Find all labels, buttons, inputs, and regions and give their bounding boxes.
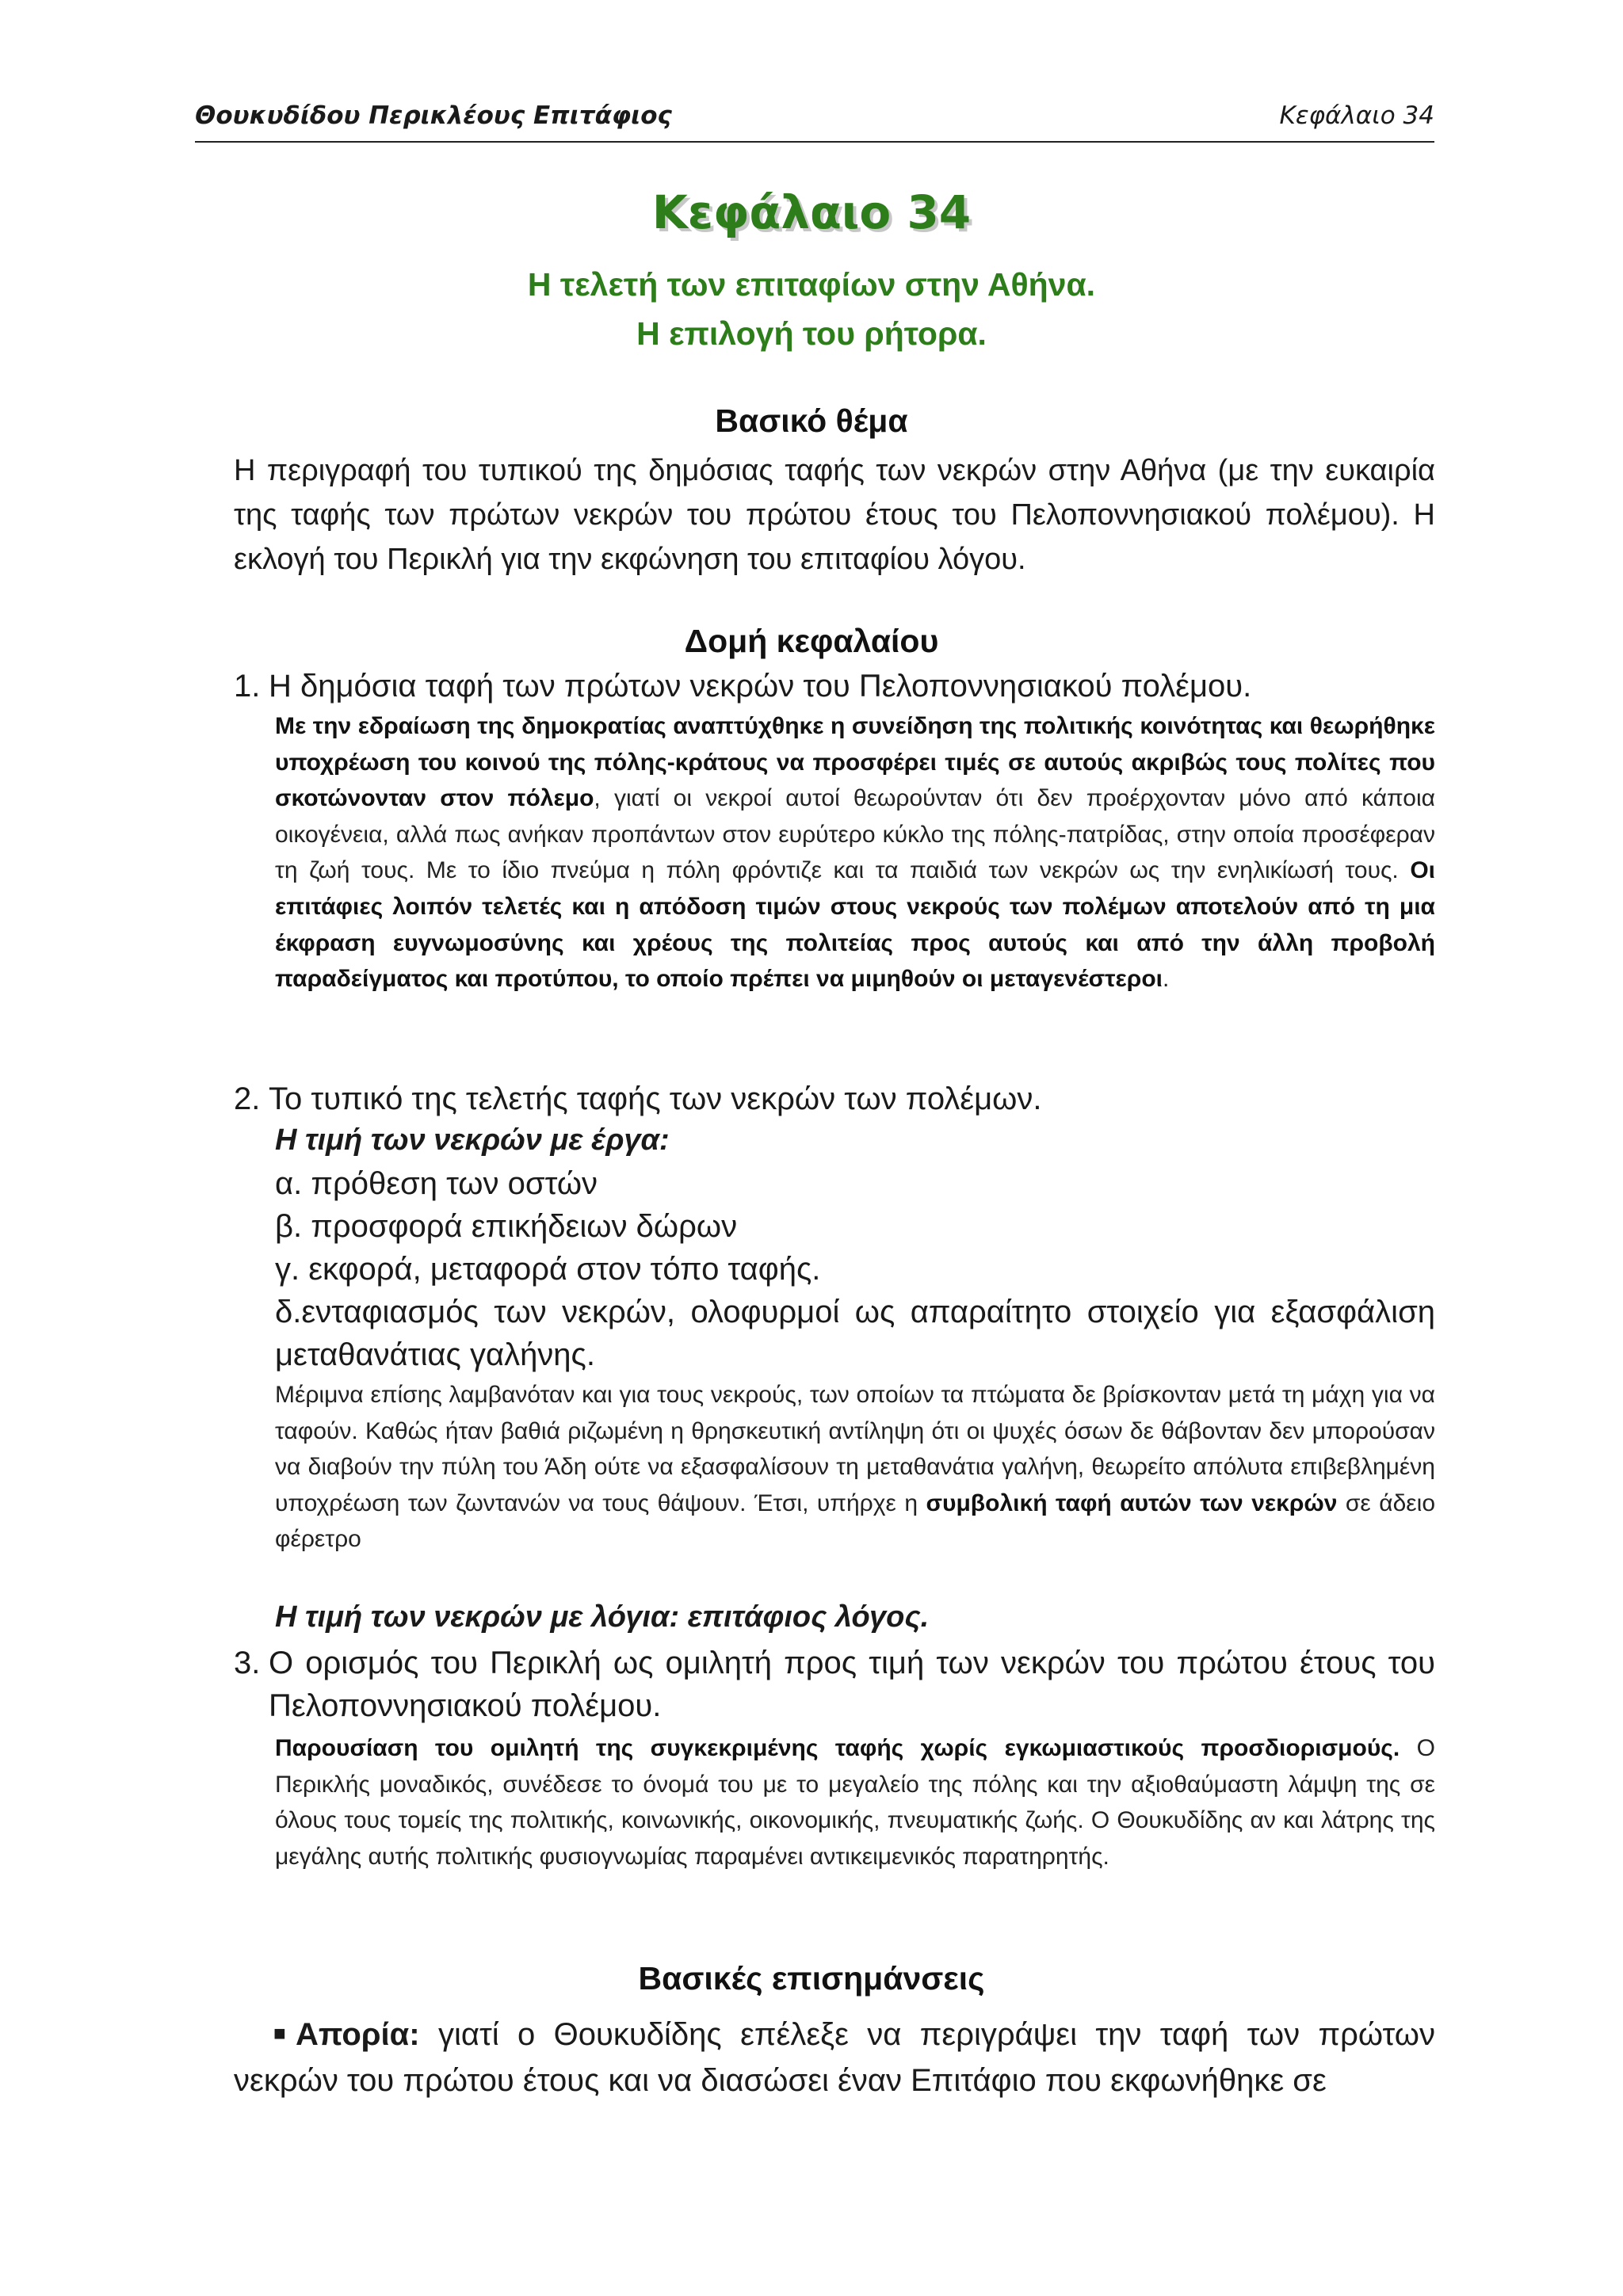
remark-label: Απορία: xyxy=(295,2017,420,2052)
structure-item-1 xyxy=(234,665,1435,707)
main-theme-text: Η περιγραφή του τυπικού της δημόσιας ταφής των νεκρών στην Αθήνα (με την ευκαιρία της ταφής των πρώτων νεκρών του πρώτου έτους του Πελοποννησιακού πολέμου). Η εκλογή του Περικλή για την εκφώνηση του επιταφίου λόγου. xyxy=(234,454,1435,576)
note-normal: Μέριμνα επίσης λαμβανόταν και για τους νεκρούς, των οποίων τα πτώματα δε βρίσκονταν μετά τη μάχη για να ταφούν. Καθώς ήταν βαθιά ριζωμένη η θρησκευτική αντίληψη ότι οι ψυχές όσων δε θάβονταν δεν μπορούσαν να διαβούν την πύλη του Άδη ούτε να εξασφαλίσουν τη μεταθανάτια γαλήνη, θεωρείτο απόλυτα επιβεβλημένη υποχρέωση των ζωντανών να τους θάψουν. Έτσι, υπήρχε η xyxy=(275,1382,1435,1516)
chapter-subtitle-line1: Η τελετή των επιταφίων στην Αθήνα. xyxy=(527,266,1096,303)
item-number: 2. xyxy=(234,1081,261,1116)
words-heading: Η τιμή των νεκρών με λόγια: επιτάφιος λόγος. xyxy=(275,1600,930,1634)
item-3-bold: Παρουσίαση του ομιλητή της συγκεκριμένης ταφής χωρίς εγκωμιαστικούς προσδιορισμούς. xyxy=(275,1735,1400,1761)
running-header xyxy=(195,101,1434,143)
item-1-explanation xyxy=(275,708,1435,997)
deeds-item-a: α. πρόθεση των οστών xyxy=(275,1166,598,1201)
item-1-bold-a: Με την εδραίωση της δημοκρατίας αναπτύχθηκε η συνείδηση της πολιτικής κοινότητας και θεωρήθηκε υποχρέωση του κοινού της πόλης-κράτους να προσφέρει τιμές σε αυτούς ακριβώς τους πολίτες που σκοτώνονταν στον πόλεμο xyxy=(275,713,1435,812)
item-title: Ο ορισμός του Περικλή ως ομιλητή προς τιμή των νεκρών του πρώτου έτους του Πελοποννησιακού πολέμου. xyxy=(269,1646,1435,1723)
structure-item-2 xyxy=(234,1077,1435,1120)
note-end: σε άδειο φέρετρο xyxy=(275,1489,1436,1553)
deeds-item-c: γ. εκφορά, μεταφορά στον τόπο ταφής. xyxy=(275,1252,821,1287)
remarks-heading: Βασικές επισημάνσεις xyxy=(638,1960,985,1997)
item-title: Η δημόσια ταφή των πρώτων νεκρών του Πελοποννησιακού πολέμου. xyxy=(269,669,1252,704)
item-number: 3. xyxy=(234,1646,261,1680)
square-bullet-icon: ■ xyxy=(273,2021,296,2045)
remarks-bullet xyxy=(234,2010,1435,2103)
note-bold: συμβολική ταφή αυτών των νεκρών xyxy=(926,1489,1338,1516)
item-3-explanation xyxy=(275,1730,1435,1875)
chapter-subtitle-line2: Η επιλογή του ρήτορα. xyxy=(636,315,987,352)
structure-item-3 xyxy=(234,1642,1435,1727)
deeds-heading: Η τιμή των νεκρών με έργα: xyxy=(275,1123,670,1157)
deeds-item-d: δ.ενταφιασμός των νεκρών, ολοφυρμοί ως απαραίτητο στοιχείο για εξασφάλιση μεταθανάτιας γαλήνης. xyxy=(275,1295,1435,1372)
item-1-normal: , γιατί οι νεκροί αυτοί θεωρούνταν ότι δεν προέρχονταν μόνο από κάποια οικογένεια, αλλά πως ανήκαν προπάντων στον ευρύτερο κύκλο της πόλης-πατρίδας, στην οποία προσέφεραν τη ζωή τους. Με το ίδιο πνεύμα η πόλη φρόντιζε και τα παιδιά των νεκρών ως την ενηλικίωσή τους. xyxy=(275,785,1435,884)
chapter-title: Κεφάλαιο 34 xyxy=(651,185,972,239)
header-book-title: Θουκυδίδου Περικλέους Επιτάφιος xyxy=(195,101,672,130)
item-1-bold-b: Οι επιτάφιες λοιπόν τελετές και η απόδοση τιμών στους νεκρούς των πολέμων αποτελούν από τη μια έκφραση ευγνωμοσύνης και χρέους της πολιτείας προς αυτούς και από την άλλη προβολή παραδείγματος και προτύπου, το οποίο πρέπει να μιμηθούν οι μεταγενέστεροι xyxy=(275,857,1435,993)
item-number: 1. xyxy=(234,669,261,704)
item-2-note xyxy=(275,1377,1435,1558)
structure-heading: Δομή κεφαλαίου xyxy=(684,623,939,659)
main-theme-heading: Βασικό θέμα xyxy=(715,402,908,439)
item-3-normal: Ο Περικλής μοναδικός, συνέδεσε το όνομά του με το μεγαλείο της πόλης και την αξιοθαύμαστη λάμψη της σε όλους τους τομείς της πολιτικής, κοινωνικής, οικονομικής, πνευματικής ζωής. Ο Θουκυδίδης αν και λάτρης της μεγάλης αυτής πολιτικής φυσιογνωμίας παραμένει αντικειμενικός παρατηρητής. xyxy=(275,1735,1435,1870)
remark-text: γιατί ο Θουκυδίδης επέλεξε να περιγράψει την ταφή των πρώτων νεκρών του πρώτου έτους και να διασώσει έναν Επιτάφιο που εκφωνήθηκε σε xyxy=(234,2017,1435,2098)
deeds-item-b: β. προσφορά επικήδειων δώρων xyxy=(275,1209,738,1244)
header-chapter: Κεφάλαιο 34 xyxy=(1279,101,1434,130)
item-1-end: . xyxy=(1163,966,1170,993)
item-title: Το τυπικό της τελετής ταφής των νεκρών των πολέμων. xyxy=(269,1081,1042,1116)
